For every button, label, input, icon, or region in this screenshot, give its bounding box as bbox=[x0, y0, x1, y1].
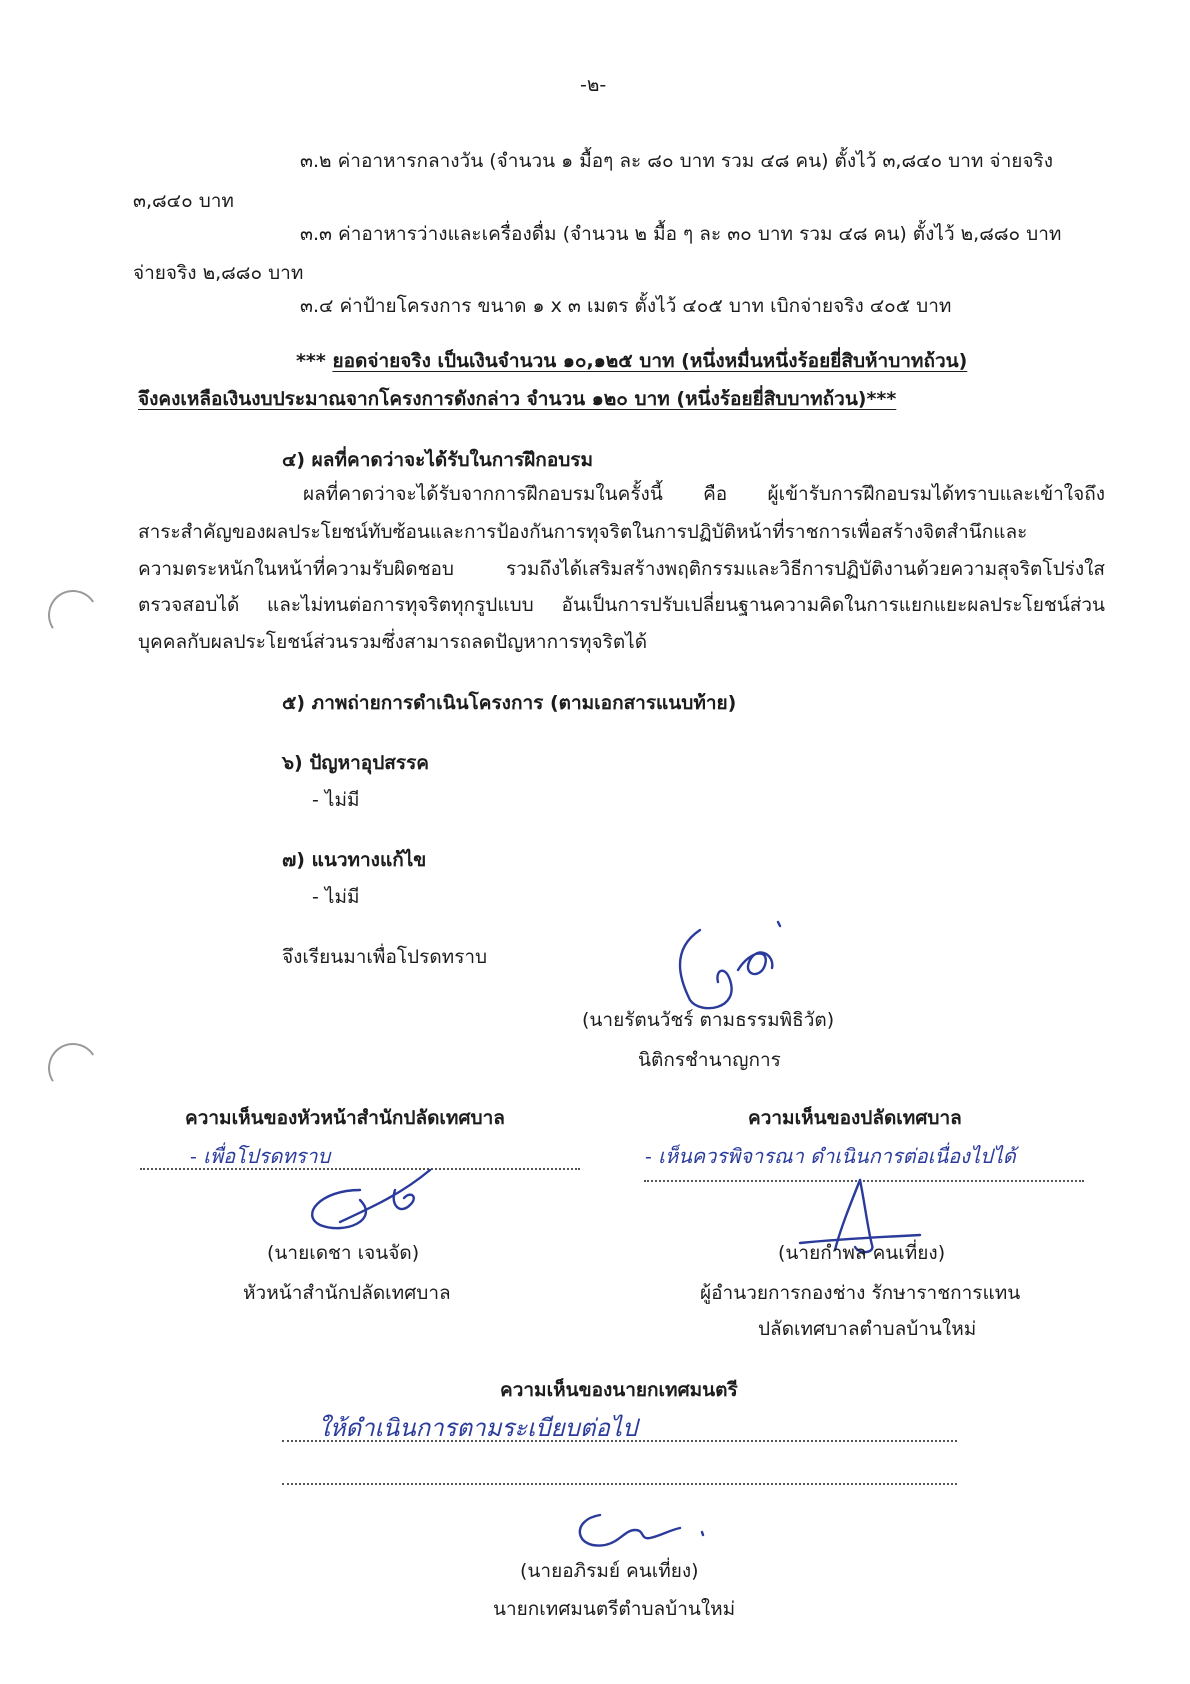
head-office-position: หัวหน้าสำนักปลัดเทศบาล bbox=[243, 1282, 451, 1304]
section4-body-line: บุคคลกับผลประโยชน์ส่วนรวมซึ่งสามารถลดปัญหาการทุจริตได้ bbox=[138, 631, 648, 653]
section4-body-line: ผลที่คาดว่าจะได้รับจากการฝึกอบรมในครั้งนี้ คือ ผู้เข้ารับการฝึกอบรมได้ทราบและเข้าใจถึง bbox=[303, 483, 1105, 505]
section6-heading: ๖) ปัญหาอุปสรรค bbox=[282, 752, 429, 774]
section4-heading: ๔) ผลที่คาดว่าจะได้รับในการฝึกอบรม bbox=[282, 449, 594, 471]
mayor-name: (นายอภิรมย์ คนเที่ยง) bbox=[520, 1560, 699, 1582]
summary-text-line1: ยอดจ่ายจริง เป็นเงินจำนวน ๑๐,๑๒๕ บาท (หนึ่งหมื่นหนึ่งร้อยยี่สิบห้าบาทถ้วน) bbox=[332, 350, 968, 372]
deputy-opinion-heading: ความเห็นของปลัดเทศบาล bbox=[748, 1107, 962, 1129]
mayor-position: นายกเทศมนตรีตำบลบ้านใหม่ bbox=[493, 1598, 736, 1620]
deputy-handwritten-note: - เห็นควรพิจารณา ดำเนินการต่อเนื่องไปได้ bbox=[645, 1144, 1016, 1168]
mayor-opinion-heading: ความเห็นของนายกเทศมนตรี bbox=[500, 1379, 738, 1401]
section4-body-line: สาระสำคัญของผลประโยชน์ทับซ้อนและการป้องกันการทุจริตในการปฏิบัติหน้าที่ราชการเพื่อสร้างจิตสำนึกและ bbox=[138, 521, 1028, 543]
signer-main-position: นิติกรชำนาญการ bbox=[638, 1049, 781, 1071]
signature-head-office bbox=[300, 1160, 440, 1250]
item-3-2-line2: ๓,๘๔๐ บาท bbox=[133, 190, 234, 212]
summary-prefix: *** bbox=[296, 350, 333, 372]
hole-punch-mark bbox=[43, 1038, 102, 1097]
section7-item: - ไม่มี bbox=[312, 886, 360, 908]
closing-text: จึงเรียนมาเพื่อโปรดทราบ bbox=[282, 946, 488, 968]
head-office-handwritten-note: - เพื่อโปรดทราบ bbox=[190, 1144, 331, 1168]
head-office-name: (นายเดชา เจนจัด) bbox=[267, 1242, 420, 1264]
deputy-name: (นายกำพล คนเที่ยง) bbox=[778, 1242, 946, 1264]
item-3-3-line2: จ่ายจริง ๒,๘๘๐ บาท bbox=[133, 262, 304, 284]
mayor-dotted-line-1 bbox=[282, 1440, 957, 1442]
deputy-position-line2: ปลัดเทศบาลตำบลบ้านใหม่ bbox=[758, 1318, 977, 1340]
signature-mayor bbox=[560, 1500, 710, 1560]
section5-heading: ๕) ภาพถ่ายการดำเนินโครงการ (ตามเอกสารแนบท้าย) bbox=[282, 692, 737, 714]
mayor-handwritten-note: ให้ดำเนินการตามระเบียบต่อไป bbox=[318, 1414, 638, 1442]
section6-item: - ไม่มี bbox=[312, 789, 360, 811]
head-office-opinion-heading: ความเห็นของหัวหน้าสำนักปลัดเทศบาล bbox=[185, 1107, 505, 1129]
summary-line2: จึงคงเหลือเงินงบประมาณจากโครงการดังกล่าว จำนวน ๑๒๐ บาท (หนึ่งร้อยยี่สิบบาทถ้วน)*** bbox=[138, 388, 897, 410]
section4-body-line: ความตระหนักในหน้าที่ความรับผิดชอบ รวมถึงได้เสริมสร้างพฤติกรรมและวิธีการปฏิบัติงานด้วยความสุจริตโปร่งใส bbox=[138, 558, 1105, 580]
summary-line1 bbox=[296, 348, 967, 374]
page-number: -๒- bbox=[580, 74, 607, 96]
item-3-2-line1: ๓.๒ ค่าอาหารกลางวัน (จำนวน ๑ มื้อๆ ละ ๘๐ บาท รวม ๔๘ คน) ตั้งไว้ ๓,๘๔๐ บาท จ่ายจริง bbox=[300, 150, 1053, 172]
mayor-dotted-line-2 bbox=[282, 1483, 957, 1485]
item-3-4: ๓.๔ ค่าป้ายโครงการ ขนาด ๑ x ๓ เมตร ตั้งไว้ ๔๐๕ บาท เบิกจ่ายจริง ๔๐๕ บาท bbox=[300, 295, 952, 317]
hole-punch-mark bbox=[43, 585, 102, 644]
signer-main-name: (นายรัตนวัชร์ ตามธรรมพิธิวัต) bbox=[582, 1009, 835, 1031]
signature-main bbox=[660, 910, 800, 1020]
deputy-position-line1: ผู้อำนวยการกองช่าง รักษาราชการแทน bbox=[700, 1282, 1021, 1304]
section7-heading: ๗) แนวทางแก้ไข bbox=[282, 849, 427, 871]
section4-body-line: ตรวจสอบได้ และไม่ทนต่อการทุจริตทุกรูปแบบ อันเป็นการปรับเปลี่ยนฐานความคิดในการแยกแยะผลประโยชน์ส่วน bbox=[138, 594, 1105, 616]
item-3-3-line1: ๓.๓ ค่าอาหารว่างและเครื่องดื่ม (จำนวน ๒ มื้อ ๆ ละ ๓๐ บาท รวม ๔๘ คน) ตั้งไว้ ๒,๘๘๐ บาท bbox=[300, 223, 1062, 245]
